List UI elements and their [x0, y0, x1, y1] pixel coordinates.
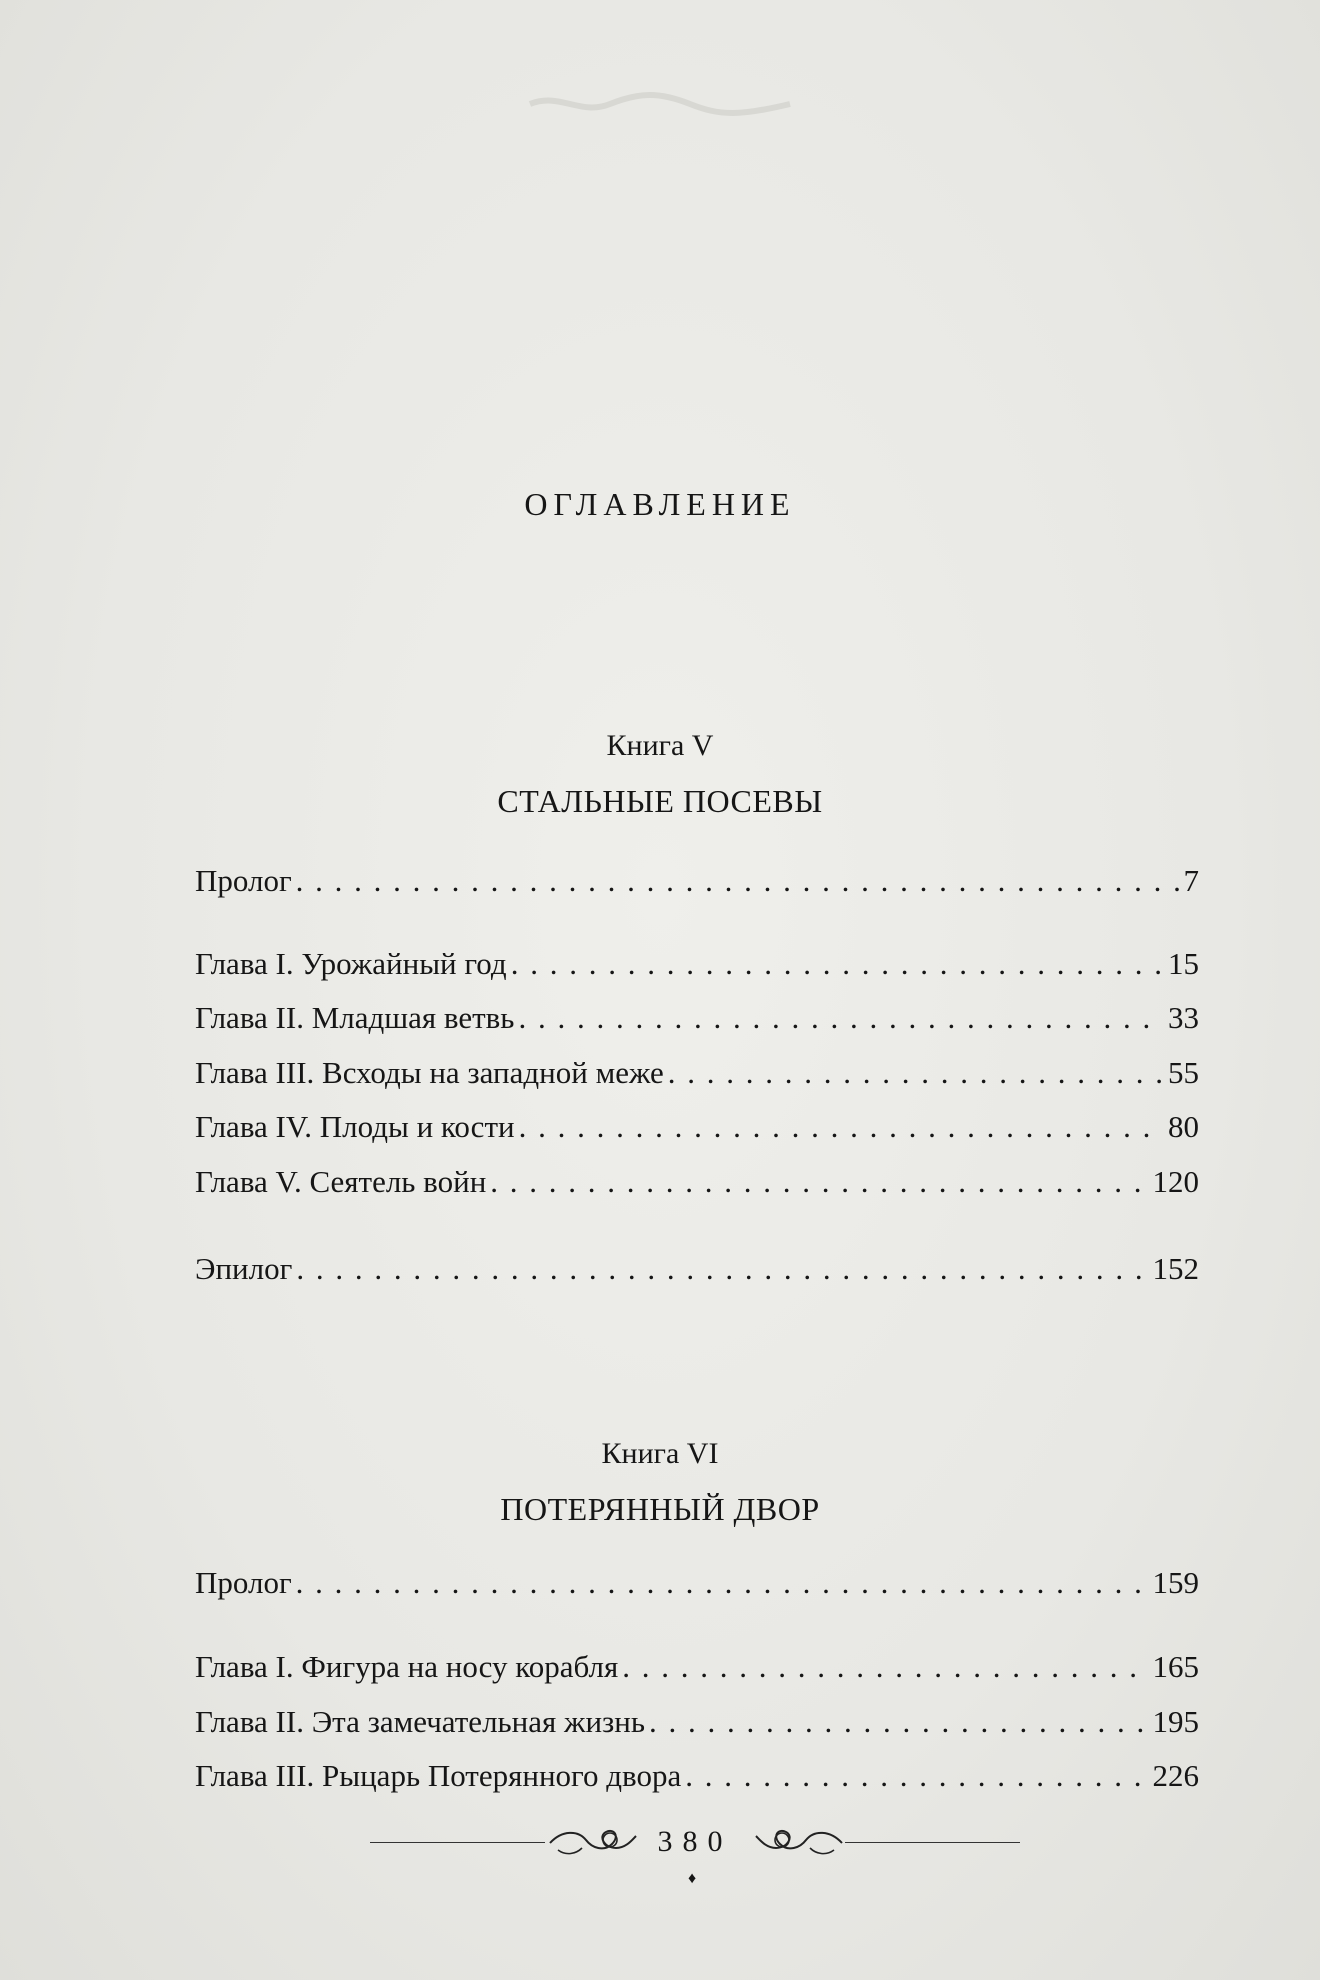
book-name: ПОТЕРЯННЫЙ ДВОР — [500, 1491, 820, 1527]
dot-leader — [685, 1756, 1148, 1796]
entry-label: Глава II. Эта замечательная жизнь — [195, 1704, 646, 1739]
entry-label: Глава III. Всходы на западной меже — [195, 1055, 664, 1090]
entry-page: 120 — [1152, 1164, 1199, 1199]
toc-entry[interactable] — [195, 944, 1199, 984]
entry-page: 152 — [1152, 1251, 1199, 1286]
dot-leader — [622, 1647, 1148, 1687]
dot-leader — [511, 944, 1164, 984]
toc-entry[interactable] — [195, 1563, 1199, 1603]
entry-page: 15 — [1168, 946, 1199, 981]
show-through-ornament — [520, 92, 800, 116]
entry-label: Пролог — [195, 1565, 292, 1600]
page-footer — [370, 1820, 1020, 1887]
entry-label: Глава III. Рыцарь Потерянного двора — [195, 1758, 682, 1793]
dot-leader — [296, 1563, 1149, 1603]
dot-leader — [649, 1702, 1148, 1742]
entry-label: Глава V. Сеятель войн — [195, 1164, 487, 1199]
swirl-ornament-right-icon — [754, 1826, 844, 1860]
toc-entry[interactable] — [195, 1756, 1199, 1796]
entry-page: 159 — [1152, 1565, 1199, 1600]
entry-label: Пролог — [195, 863, 292, 898]
entry-page: 33 — [1168, 1000, 1199, 1035]
dot-leader — [668, 1053, 1164, 1093]
book-label: Книга VI — [601, 1437, 719, 1470]
toc-entry[interactable] — [195, 861, 1199, 901]
toc-entry[interactable] — [195, 998, 1199, 1038]
entry-page: 226 — [1152, 1758, 1199, 1793]
toc-entry[interactable] — [195, 1249, 1199, 1289]
dot-leader — [519, 1107, 1164, 1147]
dot-leader — [296, 1249, 1148, 1289]
toc-entry[interactable] — [195, 1053, 1199, 1093]
dot-leader — [518, 998, 1164, 1038]
toc-title: ОГЛАВЛЕНИЕ — [524, 486, 796, 522]
page-number: 380 — [657, 1825, 733, 1858]
entry-label: Глава I. Фигура на носу корабля — [195, 1649, 619, 1684]
toc-entry[interactable] — [195, 1702, 1199, 1742]
entry-label: Глава II. Младшая ветвь — [195, 1000, 515, 1035]
book-name: СТАЛЬНЫЕ ПОСЕВЫ — [497, 783, 823, 819]
entry-label: Глава I. Урожайный год — [195, 946, 507, 981]
entry-label: Эпилог — [195, 1251, 293, 1286]
dot-leader — [490, 1162, 1148, 1202]
footer-flourish-icon: ♦ — [688, 1870, 697, 1887]
dot-leader — [296, 861, 1180, 901]
toc-entry[interactable] — [195, 1647, 1199, 1687]
book-label: Книга V — [606, 729, 714, 762]
entry-page: 195 — [1152, 1704, 1199, 1739]
entry-page: 55 — [1168, 1055, 1199, 1090]
show-through-header — [0, 28, 1320, 62]
entry-page: 165 — [1152, 1649, 1199, 1684]
entry-page: 7 — [1183, 863, 1199, 898]
toc-entry[interactable] — [195, 1107, 1199, 1147]
toc-entry[interactable] — [195, 1162, 1199, 1202]
entry-page: 80 — [1168, 1109, 1199, 1144]
entry-label: Глава IV. Плоды и кости — [195, 1109, 515, 1144]
